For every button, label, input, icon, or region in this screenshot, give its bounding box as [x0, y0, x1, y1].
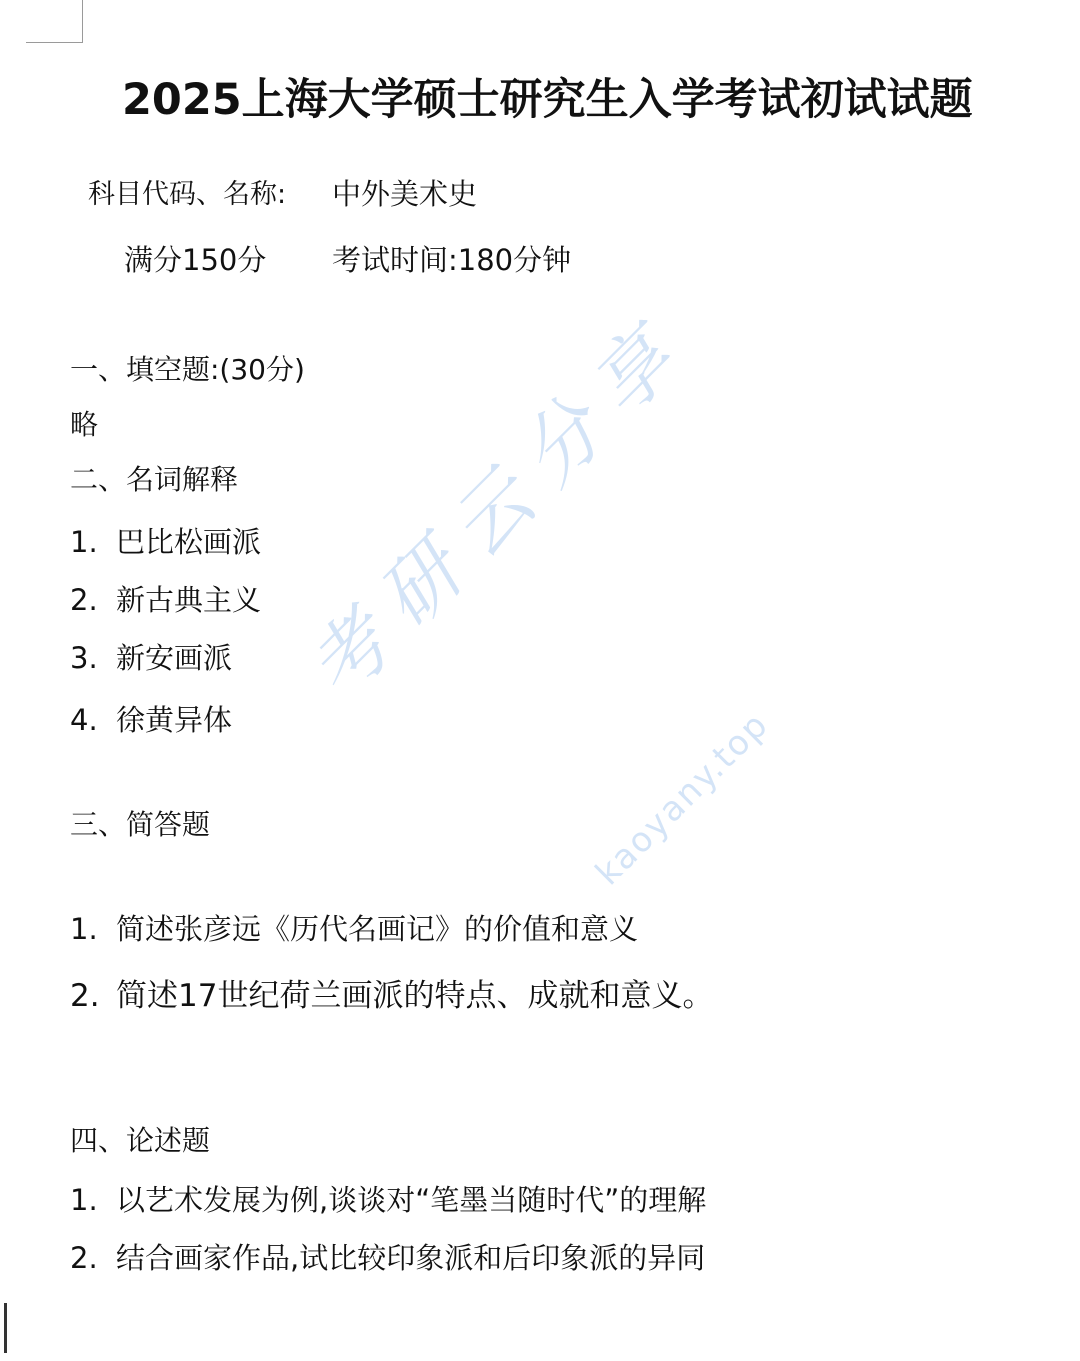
- section-fill-blank-heading: 一、填空题:(30分): [70, 353, 305, 386]
- section-terms-heading: 二、名词解释: [70, 463, 239, 496]
- list-item: [70, 1238, 705, 1278]
- item-number: 2.: [70, 583, 98, 617]
- section-short-answer-heading: 三、简答题: [70, 808, 211, 841]
- item-number: 1.: [70, 525, 98, 559]
- item-text: 巴比松画派: [116, 525, 262, 559]
- subject-label: 科目代码、名称:: [88, 179, 287, 210]
- section-fill-blank-content: 略: [70, 408, 99, 441]
- item-number: 1.: [70, 912, 98, 946]
- list-item: [70, 522, 261, 562]
- full-score: 满分150分: [124, 243, 267, 277]
- item-number: 4.: [70, 703, 98, 737]
- item-number: 1.: [70, 1183, 98, 1217]
- list-item: [70, 909, 638, 949]
- item-text: 结合画家作品,试比较印象派和后印象派的异同: [116, 1241, 706, 1275]
- item-number: 3.: [70, 641, 98, 675]
- watermark-url: kaoyany.top: [588, 704, 777, 894]
- left-edge-mark: [4, 1303, 7, 1353]
- subject-value: 中外美术史: [332, 177, 478, 211]
- item-text: 简述17世纪荷兰画派的特点、成就和意义。: [116, 978, 714, 1014]
- list-item: [70, 700, 232, 740]
- list-item: [70, 638, 232, 678]
- item-number: 2.: [70, 1241, 98, 1275]
- item-text: 简述张彦远《历代名画记》的价值和意义: [116, 912, 639, 946]
- list-item: [70, 1180, 706, 1220]
- item-text: 以艺术发展为例,谈谈对“笔墨当随时代”的理解: [116, 1183, 707, 1217]
- exam-duration: 考试时间:180分钟: [332, 243, 572, 277]
- watermark-text: 考研云分享: [290, 299, 708, 717]
- section-essay-heading: 四、论述题: [70, 1124, 211, 1157]
- item-number: 2.: [70, 978, 100, 1014]
- exam-title: 2025上海大学硕士研究生入学考试初试试题: [122, 75, 973, 125]
- item-text: 新古典主义: [116, 583, 262, 617]
- list-item: [70, 580, 261, 620]
- item-text: 新安画派: [116, 641, 233, 675]
- page-corner-mark: [26, 0, 83, 43]
- item-text: 徐黄异体: [116, 703, 233, 737]
- list-item: [70, 976, 713, 1016]
